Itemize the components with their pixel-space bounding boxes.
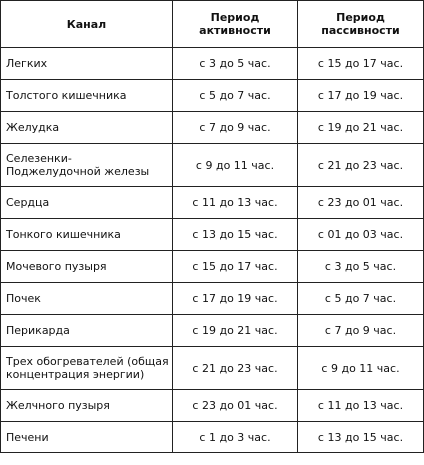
header-passivity-line1: Период <box>336 11 385 24</box>
activity-period: с 1 до 3 час. <box>173 422 298 453</box>
header-activity-line2: активности <box>199 24 271 37</box>
table-row <box>1 315 424 347</box>
passivity-period: с 9 до 11 час. <box>298 347 424 390</box>
passivity-period: с 3 до 5 час. <box>298 251 424 283</box>
canal-name-text: Толстого кишечника <box>6 89 127 102</box>
activity-period: с 21 до 23 час. <box>173 347 298 390</box>
header-canal <box>1 1 173 48</box>
canal-name-text: Желудка <box>6 121 60 134</box>
passivity-period: с 5 до 7 час. <box>298 283 424 315</box>
canal-name <box>1 219 173 251</box>
passivity-period: с 13 до 15 час. <box>298 422 424 453</box>
table-row <box>1 144 424 187</box>
canal-name <box>1 144 173 187</box>
activity-period: с 5 до 7 час. <box>173 80 298 112</box>
canal-name-line2: концентрация энергии) <box>6 368 145 381</box>
activity-period: с 13 до 15 час. <box>173 219 298 251</box>
header-passivity-line2: пассивности <box>321 24 400 37</box>
canal-name <box>1 283 173 315</box>
activity-period: с 11 до 13 час. <box>173 187 298 219</box>
canal-name-text: Мочевого пузыря <box>6 260 107 273</box>
table-row <box>1 390 424 422</box>
passivity-period: с 7 до 9 час. <box>298 315 424 347</box>
canal-name <box>1 347 173 390</box>
canal-name <box>1 422 173 453</box>
canal-name <box>1 315 173 347</box>
table-row <box>1 187 424 219</box>
canal-name <box>1 80 173 112</box>
canal-name-text: Легких <box>6 57 48 70</box>
canal-name-line1: Селезенки- <box>6 152 72 165</box>
passivity-period: с 23 до 01 час. <box>298 187 424 219</box>
canal-name <box>1 251 173 283</box>
activity-period: с 3 до 5 час. <box>173 48 298 80</box>
canal-name-line1: Трех обогревателей (общая <box>6 355 169 368</box>
canal-name <box>1 390 173 422</box>
header-passivity <box>298 1 424 48</box>
canal-name-text: Желчного пузыря <box>6 399 110 412</box>
table-row <box>1 48 424 80</box>
header-activity-line1: Период <box>210 11 260 24</box>
passivity-period: с 11 до 13 час. <box>298 390 424 422</box>
table-row <box>1 80 424 112</box>
canal-name-text: Почек <box>6 292 41 305</box>
canal-name <box>1 112 173 144</box>
activity-period: с 9 до 11 час. <box>173 144 298 187</box>
activity-period: с 15 до 17 час. <box>173 251 298 283</box>
table-row <box>1 283 424 315</box>
canal-name-line2: Поджелудочной железы <box>6 165 150 178</box>
header-activity <box>173 1 298 48</box>
table-row <box>1 112 424 144</box>
header-row <box>1 1 424 48</box>
table-row <box>1 347 424 390</box>
header-canal-label: Канал <box>66 17 107 31</box>
passivity-period: с 19 до 21 час. <box>298 112 424 144</box>
passivity-period: с 01 до 03 час. <box>298 219 424 251</box>
canal-name <box>1 187 173 219</box>
canal-name-text: Тонкого кишечника <box>6 228 121 241</box>
passivity-period: с 17 до 19 час. <box>298 80 424 112</box>
canal-name <box>1 48 173 80</box>
table-row <box>1 219 424 251</box>
activity-period: с 23 до 01 час. <box>173 390 298 422</box>
activity-period: с 7 до 9 час. <box>173 112 298 144</box>
activity-period: с 19 до 21 час. <box>173 315 298 347</box>
canal-name-text: Печени <box>6 430 49 444</box>
canal-name-text: Перикарда <box>6 324 70 337</box>
canal-name-text: Сердца <box>6 196 50 209</box>
passivity-period: с 21 до 23 час. <box>298 144 424 187</box>
table-row <box>1 422 424 453</box>
table-row <box>1 251 424 283</box>
activity-period: с 17 до 19 час. <box>173 283 298 315</box>
passivity-period: с 15 до 17 час. <box>298 48 424 80</box>
